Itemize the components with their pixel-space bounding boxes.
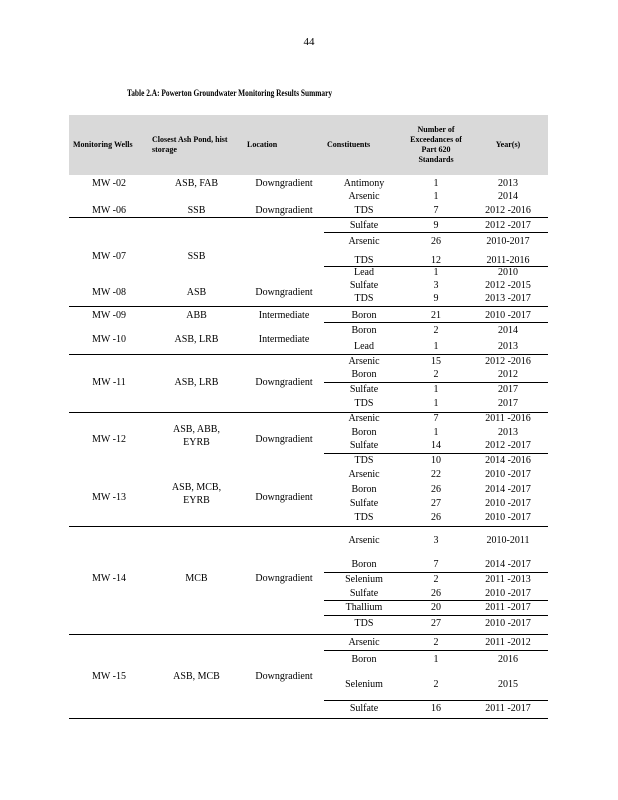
exceedance-count: 1 <box>433 191 439 202</box>
row-separator <box>324 615 548 616</box>
years: 2012 -2017 <box>485 220 531 231</box>
row-separator <box>324 382 548 383</box>
constituent: TDS <box>354 255 374 266</box>
exceedance-count: 3 <box>433 535 439 546</box>
header-constituents: Constituents <box>327 140 371 149</box>
years: 2011 -2017 <box>485 602 531 613</box>
years: 2011 -2017 <box>485 703 531 714</box>
exceedance-count: 27 <box>431 498 441 509</box>
well-group <box>69 355 548 413</box>
constituent: Boron <box>351 654 377 665</box>
ash-pond: ASB, MCB <box>173 671 220 682</box>
location: Downgradient <box>255 178 313 189</box>
constituent: Sulfate <box>349 703 379 714</box>
years: 2012 -2016 <box>485 205 531 216</box>
years: 2010-2011 <box>486 535 530 546</box>
years: 2011 -2013 <box>485 574 531 585</box>
years: 2014 -2017 <box>485 559 531 570</box>
years: 2010 -2017 <box>485 469 531 480</box>
constituent: Arsenic <box>348 413 380 424</box>
exceedance-count: 1 <box>433 398 439 409</box>
ash-pond: ASB <box>186 287 207 298</box>
exceedance-count: 2 <box>433 574 439 585</box>
ash-pond: ASB, LRB <box>174 377 219 388</box>
ash-pond: SSB <box>187 205 206 216</box>
row-separator <box>324 700 548 701</box>
years: 2011 -2016 <box>485 413 531 424</box>
exceedance-count: 21 <box>431 310 441 321</box>
years: 2013 <box>498 341 518 352</box>
ash-pond: MCB <box>185 573 208 584</box>
years: 2012 -2015 <box>485 280 531 291</box>
years: 2014 <box>498 191 518 202</box>
years: 2011 -2012 <box>485 637 531 648</box>
exceedance-count: 3 <box>433 280 439 291</box>
exceedance-count: 1 <box>433 427 439 438</box>
constituent: Arsenic <box>348 637 380 648</box>
well-id: MW -10 <box>92 334 126 345</box>
location: Downgradient <box>255 573 313 584</box>
exceedance-count: 9 <box>433 220 439 231</box>
constituent: Sulfate <box>349 384 379 395</box>
years: 2012 <box>498 369 518 380</box>
exceedance-count: 20 <box>431 602 441 613</box>
exceedance-count: 10 <box>431 455 441 466</box>
well-id: MW -13 <box>92 492 126 503</box>
years: 2014 -2016 <box>485 455 531 466</box>
header-closest-ash-pond: Closest Ash Pond, hist storage <box>152 135 228 154</box>
well-group <box>69 635 548 719</box>
row-separator <box>324 232 548 233</box>
constituent: Arsenic <box>348 191 380 202</box>
well-group <box>69 267 548 307</box>
table-header <box>69 115 548 175</box>
well-id: MW -06 <box>92 205 126 216</box>
exceedance-count: 2 <box>433 679 439 690</box>
years: 2012 -2017 <box>485 440 531 451</box>
years: 2010 -2017 <box>485 498 531 509</box>
well-id: MW -08 <box>92 287 126 298</box>
location: Intermediate <box>258 310 310 321</box>
exceedance-count: 14 <box>431 440 441 451</box>
header-years: Year(s) <box>495 140 521 149</box>
constituent: Arsenic <box>348 236 380 247</box>
constituent: Sulfate <box>349 220 379 231</box>
ash-pond: ASB, FAB <box>174 178 219 189</box>
well-group <box>69 413 548 527</box>
row-separator <box>324 322 548 323</box>
constituent: Arsenic <box>348 469 380 480</box>
constituent: Lead <box>354 341 374 352</box>
constituent: Boron <box>351 427 377 438</box>
years: 2010 <box>498 267 518 278</box>
row-separator <box>324 650 548 651</box>
constituent: Selenium <box>345 574 383 585</box>
constituent: Lead <box>354 267 374 278</box>
exceedance-count: 22 <box>431 469 441 480</box>
table-caption: Table 2.A: Powerton Groundwater Monitoring Results Summary <box>127 88 333 98</box>
exceedance-count: 7 <box>433 413 439 424</box>
exceedance-count: 26 <box>431 512 441 523</box>
constituent: Arsenic <box>348 535 380 546</box>
location: Downgradient <box>255 434 313 445</box>
row-separator <box>324 600 548 601</box>
well-group <box>69 218 548 267</box>
exceedance-count: 2 <box>433 325 439 336</box>
exceedance-count: 26 <box>431 236 441 247</box>
years: 2010 -2017 <box>485 618 531 629</box>
constituent: TDS <box>354 512 374 523</box>
exceedance-count: 1 <box>433 341 439 352</box>
exceedance-count: 1 <box>433 384 439 395</box>
exceedance-count: 26 <box>431 484 441 495</box>
constituent: Boron <box>351 310 377 321</box>
location: Intermediate <box>258 334 310 345</box>
ash-pond: ASB, ABB, <box>173 424 220 435</box>
well-id: MW -07 <box>92 251 126 262</box>
well-group <box>69 307 548 355</box>
years: 2014 <box>498 325 518 336</box>
ash-pond: ASB, LRB <box>174 334 219 345</box>
years: 2012 -2016 <box>485 356 531 367</box>
constituent: Boron <box>351 484 377 495</box>
header-monitoring-wells: Monitoring Wells <box>73 140 133 149</box>
ash-pond: ABB <box>186 310 207 321</box>
constituent: Sulfate <box>349 440 379 451</box>
exceedance-count: 2 <box>433 637 439 648</box>
exceedance-count: 26 <box>431 588 441 599</box>
constituent: TDS <box>354 618 374 629</box>
exceedance-count: 7 <box>433 559 439 570</box>
exceedance-count: 1 <box>433 654 439 665</box>
exceedance-count: 27 <box>431 618 441 629</box>
exceedance-count: 16 <box>431 703 441 714</box>
exceedance-count: 9 <box>433 293 439 304</box>
location: Downgradient <box>255 671 313 682</box>
well-id: MW -11 <box>92 377 126 388</box>
well-id: MW -15 <box>92 671 126 682</box>
exceedance-count: 15 <box>431 356 441 367</box>
years: 2017 <box>498 384 518 395</box>
exceedance-count: 7 <box>433 205 439 216</box>
header-exceedances: Number of Exceedances of Part 620 Standards <box>410 125 462 164</box>
well-id: MW -09 <box>92 310 126 321</box>
ash-pond: SSB <box>187 251 206 262</box>
constituent: Thallium <box>345 602 383 613</box>
row-separator <box>324 572 548 573</box>
well-id: MW -12 <box>92 434 126 445</box>
years: 2013 <box>498 178 518 189</box>
years: 2010 -2017 <box>485 588 531 599</box>
years: 2010 -2017 <box>485 310 531 321</box>
constituent: Sulfate <box>349 280 379 291</box>
ash-pond: EYRB <box>183 437 210 448</box>
constituent: TDS <box>354 293 374 304</box>
constituent: Sulfate <box>349 588 379 599</box>
location: Downgradient <box>255 205 313 216</box>
constituent: Arsenic <box>348 356 380 367</box>
well-group <box>69 175 548 218</box>
results-table <box>69 115 548 719</box>
years: 2013 <box>498 427 518 438</box>
constituent: Boron <box>351 369 377 380</box>
exceedance-count: 12 <box>431 255 441 266</box>
years: 2017 <box>498 398 518 409</box>
years: 2013 -2017 <box>485 293 531 304</box>
constituent: TDS <box>354 455 374 466</box>
years: 2010-2017 <box>486 236 530 247</box>
years: 2011-2016 <box>486 255 530 266</box>
years: 2014 -2017 <box>485 484 531 495</box>
page-number: 44 <box>303 36 315 48</box>
constituent: Selenium <box>345 679 383 690</box>
years: 2016 <box>498 654 518 665</box>
location: Downgradient <box>255 287 313 298</box>
header-location: Location <box>247 140 278 149</box>
constituent: TDS <box>354 398 374 409</box>
ash-pond: ASB, MCB, <box>171 482 222 493</box>
well-id: MW -02 <box>92 178 126 189</box>
well-id: MW -14 <box>92 573 126 584</box>
location: Downgradient <box>255 492 313 503</box>
constituent: Boron <box>351 325 377 336</box>
row-separator <box>324 453 548 454</box>
location: Downgradient <box>255 377 313 388</box>
years: 2010 -2017 <box>485 512 531 523</box>
years: 2015 <box>498 679 518 690</box>
constituent: Boron <box>351 559 377 570</box>
constituent: Antimony <box>343 178 385 189</box>
constituent: TDS <box>354 205 374 216</box>
constituent: Sulfate <box>349 498 379 509</box>
well-group <box>69 527 548 635</box>
exceedance-count: 1 <box>433 267 439 278</box>
ash-pond: EYRB <box>183 495 210 506</box>
exceedance-count: 2 <box>433 369 439 380</box>
exceedance-count: 1 <box>433 178 439 189</box>
